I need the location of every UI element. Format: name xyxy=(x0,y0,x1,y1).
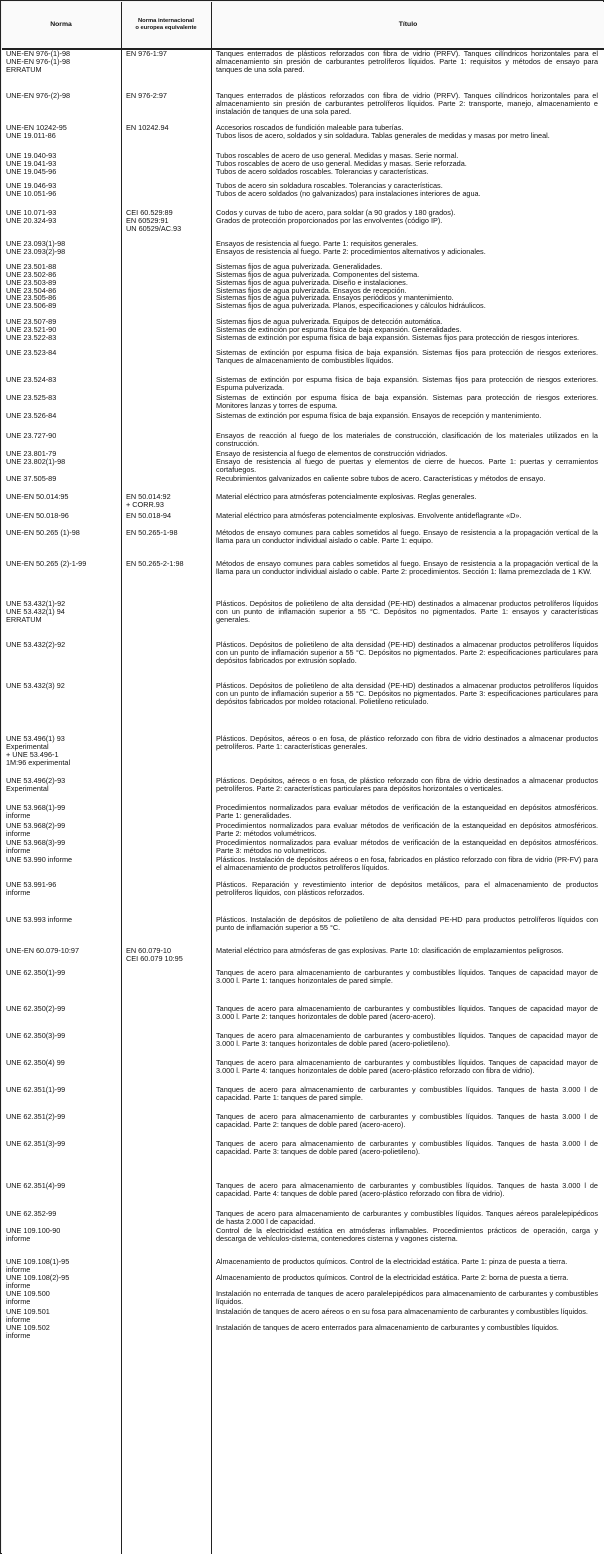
titulo-cell: Tanques de acero para almacenamiento de carburantes y combustibles líquidos. Tanques de capacidad mayor de 3.000 l. Parte 2: tanques horizontales de doble pared (acero-acero). xyxy=(216,1005,598,1021)
titulo-cell: Procedimientos normalizados para evaluar métodos de verificación de la estanqueidad en depósitos atmosféricos. Parte 3: métodos no volumetricos. xyxy=(216,839,598,855)
equivalente-cell: EN 50.265-1-98 xyxy=(126,529,178,537)
titulo-cell: Plásticos. Reparación y revestimiento interior de depósitos metálicos, para el almacenamiento de productos petrolíferos líquidos, con plásticos reforzados. xyxy=(216,881,598,897)
norma-cell: UNE 62.350(4) 99 xyxy=(6,1059,65,1067)
table-row xyxy=(2,182,604,209)
titulo-cell: Almacenamiento de productos químicos. Control de la electricidad estática. Parte 2: borna de puesta a tierra. xyxy=(216,1274,569,1282)
norma-cell: UNE 53.993 informe xyxy=(6,916,73,924)
table-row xyxy=(2,822,604,839)
norma-cell: UNE 109.502 informe xyxy=(6,1324,50,1340)
table-row xyxy=(2,1113,604,1140)
titulo-cell: Tanques enterrados de plásticos reforzados con fibra de vidrio (PRFV). Tanques cilíndricos horizontales para el almacenamiento sin presión de carburantes petrolíferos líquidos. Parte 1: requisitos y métodos de ensayo para tanques de una sola pared. xyxy=(216,50,598,74)
titulo-cell: Accesorios roscados de fundición maleable para tuberías. Tubos lisos de acero, soldados y sin soldadura. Tablas generales de medidas y masas por metro lineal. xyxy=(216,124,550,140)
titulo-cell: Plásticos. Depósitos de polietileno de alta densidad (PE-HD) destinados a almacenar productos petrolíferos líquidos con un punto de inflamación superior a 55 °C. Depósitos no pigmentados. Parte 1: ensayos y características generales. xyxy=(216,600,598,624)
equivalente-cell: EN 50.018-94 xyxy=(126,512,172,520)
table-row xyxy=(2,1210,604,1227)
norma-cell: UNE 62.350(1)-99 xyxy=(6,969,66,977)
norma-cell: UNE-EN 60.079-10:97 xyxy=(6,947,80,955)
titulo-cell: Instalación de tanques de acero enterrados para almacenamiento de carburantes y combustibles líquidos. xyxy=(216,1324,559,1332)
titulo-cell: Tubos de acero sin soldadura roscables. Tolerancias y características. Tubos de acero soldados (no galvanizados) para instalaciones interiores de agua. xyxy=(216,182,481,198)
table-row xyxy=(2,600,604,641)
titulo-cell: Procedimientos normalizados para evaluar métodos de verificación de la estanqueidad en depósitos atmosféricos. Parte 1: generalidades. xyxy=(216,804,598,820)
norma-cell: UNE 23.524-83 xyxy=(6,376,57,384)
titulo-cell: Recubrimientos galvanizados en caliente sobre tubos de acero. Características y métodos de ensayo. xyxy=(216,475,546,483)
norma-cell: UNE 23.801-79 UNE 23.802(1)-98 xyxy=(6,450,66,466)
table-row xyxy=(2,1274,604,1290)
header-equivalente xyxy=(122,2,210,48)
norma-cell: UNE 53.968(2)-99 informe xyxy=(6,822,66,838)
norma-cell: UNE 10.071-93 UNE 20.324-93 xyxy=(6,209,57,225)
norma-cell: UNE 109.501 informe xyxy=(6,1308,50,1324)
norma-cell: UNE 109.500 informe xyxy=(6,1290,50,1306)
table-row xyxy=(2,804,604,822)
titulo-cell: Tanques de acero para almacenamiento de carburantes y combustibles líquidos. Tanques de capacidad mayor de 3.000 l. Parte 3: tanques horizontales de doble pared (acero-polietileno). xyxy=(216,1032,598,1048)
norma-cell: UNE-EN 50.265 (2)-1-99 xyxy=(6,560,87,568)
header-normas: Norma xyxy=(50,21,72,29)
table-row xyxy=(2,50,604,92)
equivalente-cell: CEI 60.529:89 EN 60529:91 UN 60529/AC.93 xyxy=(126,209,182,233)
norma-cell: UNE 53.990 informe xyxy=(6,856,73,864)
norma-cell: UNE 109.100-90 informe xyxy=(6,1227,61,1243)
norma-cell: UNE 53.991-96 informe xyxy=(6,881,57,897)
table-row xyxy=(2,512,604,529)
titulo-cell: Tubos roscables de acero de uso general. Medidas y masas. Serie normal. Tubos roscables de acero de uso general. Medidas y masas. Serie reforzada. Tubos de acero soldados roscables. Tolerancias y características. xyxy=(216,152,467,176)
table-row xyxy=(2,947,604,969)
norma-cell: UNE 62.350(3)-99 xyxy=(6,1032,66,1040)
table-row xyxy=(2,263,604,318)
table-row xyxy=(2,682,604,735)
table-row xyxy=(2,412,604,432)
equivalente-cell: EN 976-1:97 xyxy=(126,50,167,58)
table-row xyxy=(2,92,604,124)
titulo-cell: Métodos de ensayo comunes para cables sometidos al fuego. Ensayo de resistencia a la propagación vertical de la llama para un conductor individual aislado o cable. Parte 2: procedimientos. Sección 1: llama premezclada de 1 KW. xyxy=(216,560,598,576)
table-row xyxy=(2,1059,604,1086)
norma-cell: UNE 19.040-93 UNE 19.041-93 UNE 19.045-96 xyxy=(6,152,57,176)
titulo-cell: Material eléctrico para atmósferas potencialmente explosivas. Envolvente antideflagrante «D». xyxy=(216,512,522,520)
table-row xyxy=(2,318,604,349)
titulo-cell: Tanques de acero para almacenamiento de carburantes y combustibles líquidos. Tanques de hasta 3.000 l de capacidad. Parte 4: tanques de doble pared (acero-plástico reforzado con fibra de vidrio). xyxy=(216,1182,598,1198)
norma-cell: UNE-EN 50.018-96 xyxy=(6,512,69,520)
norma-cell: UNE-EN 976-(2)-98 xyxy=(6,92,71,100)
norma-cell: UNE 53.496(1) 93 Experimental + UNE 53.496-1 1M:96 experimental xyxy=(6,735,71,767)
table-row xyxy=(2,1182,604,1210)
titulo-cell: Métodos de ensayo comunes para cables sometidos al fuego. Ensayo de resistencia a la propagación vertical de la llama para un conductor individual aislado o cable. Parte 1: equipo. xyxy=(216,529,598,545)
titulo-cell: Almacenamiento de productos químicos. Control de la electricidad estática. Parte 1: pinza de puesta a tierra. xyxy=(216,1258,568,1266)
table-row xyxy=(2,969,604,1005)
titulo-cell: Ensayos de reacción al fuego de los materiales de construcción, clasificación de los materiales utilizados en la construcción. xyxy=(216,432,598,448)
titulo-cell: Sistemas fijos de agua pulverizada. Generalidades. Sistemas fijos de agua pulverizada. Componentes del sistema. Sistemas fijos de agua pulverizada. Diseño e instalaciones. Sistemas fijos de agua pulverizada. Ensayos de recepción. Sistemas fijos de agua pulverizada. Ensayos periódicos y mantenimiento. Sistemas fijos de agua pulverizada. Planos, especificaciones y cálculos hidráulicos. xyxy=(216,263,486,311)
table-row xyxy=(2,394,604,412)
titulo-cell: Tanques de acero para almacenamiento de carburantes y combustibles líquidos. Tanques de hasta 3.000 l de capacidad. Parte 2: tanques de doble pared (acero-acero). xyxy=(216,1113,598,1129)
table-row xyxy=(2,349,604,376)
norma-cell: UNE 23.525-83 xyxy=(6,394,57,402)
norma-cell: UNE 109.108(2)-95 informe xyxy=(6,1274,70,1290)
titulo-cell: Material eléctrico para atmósferas potencialmente explosivas. Reglas generales. xyxy=(216,493,477,501)
table-row xyxy=(2,1086,604,1113)
table-row xyxy=(2,916,604,947)
norma-cell: UNE 23.727-90 xyxy=(6,432,57,440)
titulo-cell: Tanques de acero para almacenamiento de carburantes y combustibles líquidos. Tanques de capacidad mayor de 3.000 l. Parte 1: tanques horizontales de pared simple. xyxy=(216,969,598,985)
equivalente-cell: EN 976-2:97 xyxy=(126,92,167,100)
table-row xyxy=(2,1308,604,1324)
table-row xyxy=(2,735,604,777)
titulo-cell: Sistemas de extinción por espuma física de baja expansión. Sistemas para protección de riesgos exteriores. Monitores lanzas y torres de espuma. xyxy=(216,394,598,410)
table-row xyxy=(2,1227,604,1258)
titulo-cell: Plásticos. Depósitos de polietileno de alta densidad (PE-HD) destinados a almacenar productos petrolíferos líquidos con un punto de inflamación superior a 55 °C. Depósitos no pigmentados. Parte 2: especificaciones particulares para depósitos fabricados por extrusión soplado. xyxy=(216,641,598,665)
equivalente-cell: EN 10242.94 xyxy=(126,124,169,132)
equivalente-cell: EN 50.014:92 + CORR.93 xyxy=(126,493,171,509)
table-row xyxy=(2,376,604,394)
norma-cell: UNE 23.501-88 UNE 23.502-86 UNE 23.503-89 UNE 23.504-86 UNE 23.505-86 UNE 23.506-89 xyxy=(6,263,57,311)
table-row xyxy=(2,240,604,263)
table-row xyxy=(2,839,604,856)
table-row xyxy=(2,529,604,560)
titulo-cell: Tanques enterrados de plásticos reforzados con fibra de vidrio (PRFV). Tanques cilíndricos horizontales para el almacenamiento sin presión de carburantes petrolíferos líquidos. Parte 2: transporte, manejo, almacenamiento e instalación de tanques de una sola pared. xyxy=(216,92,598,116)
titulo-cell: Plásticos. Depósitos, aéreos o en fosa, de plástico reforzado con fibra de vidrio destinados a almacenar productos petrolíferos. Parte 2: características particulares para depósitos horizontales o verticales. xyxy=(216,777,598,793)
titulo-cell: Control de la electricidad estática en atmósferas inflamables. Procedimientos prácticos de operación, carga y descarga de vehículos-cisterna, contenedores cisterna y vagones cisterna. xyxy=(216,1227,598,1243)
table-row xyxy=(2,124,604,152)
table-body xyxy=(2,50,604,1342)
titulo-cell: Plásticos. Depósitos de polietileno de alta densidad (PE-HD) destinados a almacenar productos petrolíferos líquidos con un punto de inflamación superior a 55 °C. Depósitos no pigmentados. Parte 3: especificaciones particulares para depósitos fabricados por moldeo rotacional. Polietileno reticulado. xyxy=(216,682,598,706)
norma-cell: UNE-EN 50.265 (1)-98 xyxy=(6,529,80,537)
table-row xyxy=(2,432,604,450)
table-row xyxy=(2,475,604,493)
norma-cell: UNE 23.507-89 UNE 23.521-90 UNE 23.522-83 xyxy=(6,318,57,342)
table-row xyxy=(2,493,604,512)
titulo-cell: Sistemas de extinción por espuma física de baja expansión. Sistemas fijos para protección de riesgos exteriores. Espuma pulverizada. xyxy=(216,376,598,392)
table-row xyxy=(2,209,604,240)
titulo-cell: Sistemas fijos de agua pulverizada. Equipos de detección automática. Sistemas de extinción por espuma física de baja expansión. Generalidades. Sistemas de extinción por espuma física de baja expansión. Sistemas fijos para protección de riesgos interiores. xyxy=(216,318,580,342)
norma-cell: UNE 53.496(2)-93 Experimental xyxy=(6,777,66,793)
titulo-cell: Instalación no enterrada de tanques de acero paralelepipédicos para almacenamiento de carburantes y combustibles líquidos. xyxy=(216,1290,598,1306)
titulo-cell: Material eléctrico para atmósferas de gas explosivas. Parte 10: clasificación de emplazamientos peligrosos. xyxy=(216,947,564,955)
table-row xyxy=(2,1140,604,1182)
table-row xyxy=(2,1324,604,1342)
norma-cell: UNE 53.432(2)-92 xyxy=(6,641,66,649)
titulo-cell: Plásticos. Instalación de depósitos aéreos o en fosa, fabricados en plástico reforzado con fibra de vidrio (PR-FV) para el almacenamiento de productos petrolíferos líquidos. xyxy=(216,856,598,872)
norma-cell: UNE 23.523-84 xyxy=(6,349,57,357)
table-row xyxy=(2,856,604,881)
norma-cell: UNE 62.351(1)-99 xyxy=(6,1086,66,1094)
titulo-cell: Instalación de tanques de acero aéreos o en su fosa para almacenamiento de carburantes y combustibles líquidos. xyxy=(216,1308,588,1316)
table-row xyxy=(2,450,604,475)
table-row xyxy=(2,641,604,682)
titulo-cell: Ensayos de resistencia al fuego. Parte 1: requisitos generales. Ensayos de resistencia al fuego. Parte 2: procedimientos alternativos y adicionales. xyxy=(216,240,486,256)
norma-cell: UNE 62.351(2)-99 xyxy=(6,1113,66,1121)
standards-table xyxy=(2,2,604,1554)
table-row xyxy=(2,1258,604,1274)
table-row xyxy=(2,881,604,916)
table-header xyxy=(2,2,604,50)
table-row xyxy=(2,1290,604,1308)
norma-cell: UNE 62.351(4)-99 xyxy=(6,1182,66,1190)
titulo-cell: Tanques de acero para almacenamiento de carburantes y combustibles líquidos. Tanques de hasta 3.000 l de capacidad. Parte 1: tanques de pared simple. xyxy=(216,1086,598,1102)
table-row xyxy=(2,152,604,182)
table-row xyxy=(2,560,604,600)
norma-cell: UNE-EN 976-(1)-98 UNE-EN 976-(1)-98 ERRATUM xyxy=(6,50,71,74)
norma-cell: UNE-EN 10242-95 UNE 19.011-86 xyxy=(6,124,67,140)
table-row xyxy=(2,1032,604,1059)
titulo-cell: Sistemas de extinción por espuma física de baja expansión. Sistemas fijos para protección de riesgos exteriores. Tanques de almacenamiento de combustibles líquidos. xyxy=(216,349,598,365)
titulo-cell: Plásticos. Depósitos, aéreos o en fosa, de plástico reforzado con fibra de vidrio destinados a almacenar productos petrolíferos. Parte 1: características generales. xyxy=(216,735,598,751)
norma-cell: UNE 62.352-99 xyxy=(6,1210,57,1218)
norma-cell: UNE 53.432(3) 92 xyxy=(6,682,65,690)
header-equivalente-text: Norma internacional o europea equivalente xyxy=(135,17,197,31)
header-titulo: Título xyxy=(398,21,418,29)
titulo-cell: Plásticos. Instalación de depósitos de polietileno de alta densidad PE-HD para productos petrolíferos líquidos con punto de inflamación superior a 55 °C. xyxy=(216,916,598,932)
norma-cell: UNE 19.046-93 UNE 10.051-96 xyxy=(6,182,57,198)
titulo-cell: Procedimientos normalizados para evaluar métodos de verificación de la estanqueidad en depósitos atmosféricos. Parte 2: métodos volumétricos. xyxy=(216,822,598,838)
titulo-cell: Tanques de acero para almacenamiento de carburantes y combustibles líquidos. Tanques de capacidad mayor de 3.000 l. Parte 4: tanques horizontales de doble pared (acero-plástico reforzado con fibra de vidrio). xyxy=(216,1059,598,1075)
norma-cell: UNE 53.968(1)-99 informe xyxy=(6,804,66,820)
norma-cell: UNE 37.505-89 xyxy=(6,475,57,483)
titulo-cell: Tanques de acero para almacenamiento de carburantes y combustibles líquidos. Tanques aéreos paralelepipédicos de hasta 2.000 l de capacidad. xyxy=(216,1210,598,1226)
table-row xyxy=(2,1005,604,1032)
norma-cell: UNE 23.526-84 xyxy=(6,412,57,420)
equivalente-cell: EN 60.079-10 CEI 60.079 10:95 xyxy=(126,947,183,963)
titulo-cell: Ensayo de resistencia al fuego de elementos de construcción vidriados. Ensayo de resistencia al fuego de puertas y elementos de cierre de huecos. Parte 1: puertas y cerramientos cortafuegos. xyxy=(216,450,598,474)
norma-cell: UNE 62.351(3)-99 xyxy=(6,1140,66,1148)
table-row xyxy=(2,777,604,804)
norma-cell: UNE 53.968(3)-99 informe xyxy=(6,839,66,855)
equivalente-cell: EN 50.265-2-1:98 xyxy=(126,560,184,568)
norma-cell: UNE 109.108(1)-95 informe xyxy=(6,1258,70,1274)
titulo-cell: Codos y curvas de tubo de acero, para soldar (a 90 grados y 180 grados). Grados de protección proporcionados por las envolventes (código IP). xyxy=(216,209,456,225)
norma-cell: UNE 23.093(1)-98 UNE 23.093(2)-98 xyxy=(6,240,66,256)
titulo-cell: Tanques de acero para almacenamiento de carburantes y combustibles líquidos. Tanques de hasta 3.000 l de capacidad. Parte 3: tanques de doble pared (acero-polietileno). xyxy=(216,1140,598,1156)
norma-cell: UNE-EN 50.014:95 xyxy=(6,493,69,501)
norma-cell: UNE 53.432(1)-92 UNE 53.432(1) 94 ERRATUM xyxy=(6,600,66,624)
titulo-cell: Sistemas de extinción por espuma física de baja expansión. Ensayos de recepción y mantenimiento. xyxy=(216,412,542,420)
norma-cell: UNE 62.350(2)-99 xyxy=(6,1005,66,1013)
